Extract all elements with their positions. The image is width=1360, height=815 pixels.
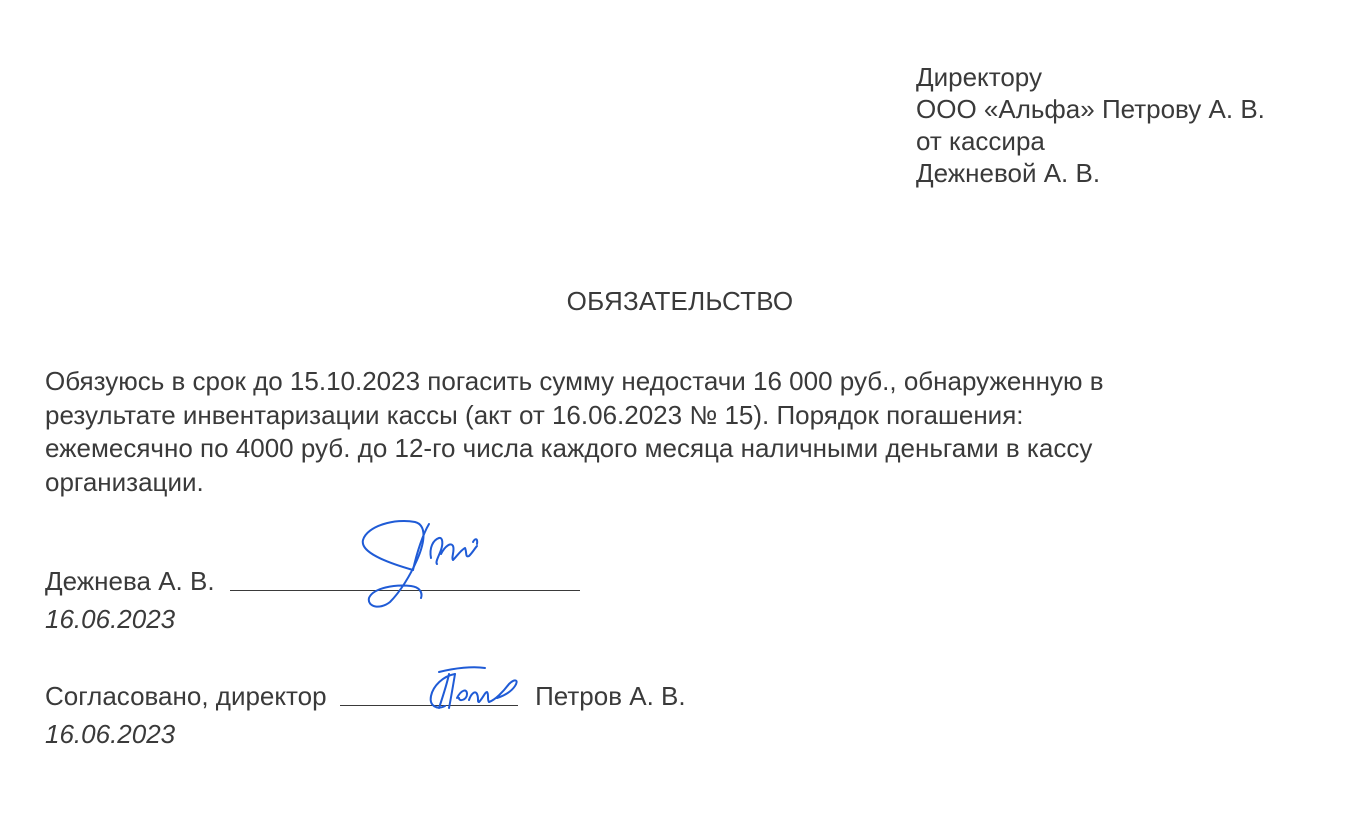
director-approval-line (45, 680, 686, 712)
cashier-date: 16.06.2023 (45, 604, 176, 634)
addressee-line-1: Директору (916, 62, 1042, 92)
addressee-line-3: от кассира (916, 126, 1045, 156)
obligation-text (45, 365, 1335, 499)
cashier-signature (355, 512, 495, 617)
director-signature (425, 662, 525, 722)
addressee-line-4: Дежневой А. В. (916, 158, 1101, 188)
document-title: ОБЯЗАТЕЛЬСТВО (566, 286, 794, 316)
cashier-name: Дежнева А. В. (45, 566, 215, 596)
addressee-block (916, 61, 1265, 189)
body-line-1: Обязуюсь в срок до 15.10.2023 погасить сумму недостачи 16 000 руб., обнаруженную в (45, 366, 1104, 396)
body-line-2: результате инвентаризации кассы (акт от 16.06.2023 № 15). Порядок погашения: (45, 399, 1024, 430)
addressee-line-2: ООО «Альфа» Петрову А. В. (916, 94, 1265, 124)
director-name: Петров А. В. (535, 681, 686, 711)
director-date: 16.06.2023 (45, 719, 176, 749)
cashier-signature-line (45, 565, 580, 597)
approval-label: Согласовано, директор (45, 681, 327, 711)
body-line-3: ежемесячно по 4000 руб. до 12-го числа каждого месяца наличными деньгами в кассу (45, 433, 1093, 464)
body-line-4: организации. (45, 466, 204, 497)
